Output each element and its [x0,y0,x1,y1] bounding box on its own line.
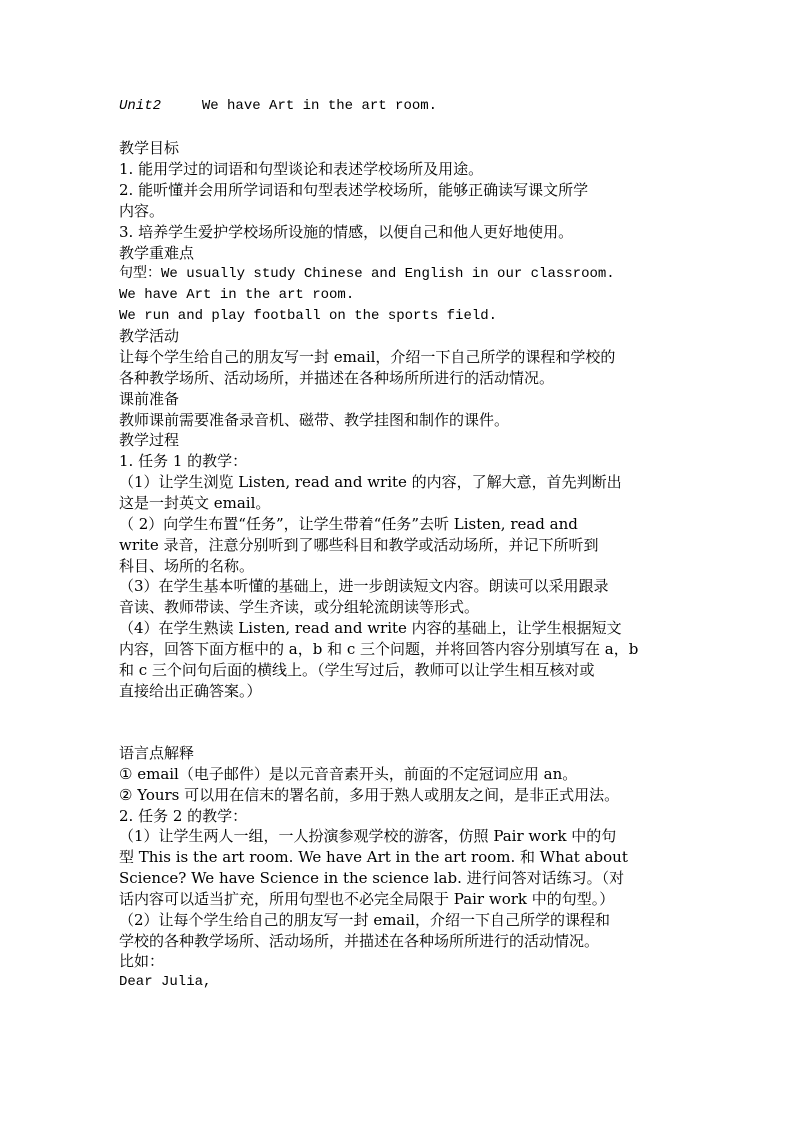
example-label: 比如： [119,952,165,970]
unit-title [119,96,437,116]
task-1-step-2-cont-2: 科目、场所的名称。 [119,557,255,575]
unit-title-text: We have Art in the art room. [201,98,438,114]
preparation-text: 教师课前需要准备录音机、磁带、教学挂图和制作的课件。 [119,411,510,429]
unit-label: Unit2 [119,98,162,114]
task-1-step-1: （1）让学生浏览 Listen, read and write 的内容，了解大意，首先判断出 [119,473,622,491]
task-2-step-2-cont: 学校的各种教学场所、活动场所，并描述在各种场所所进行的活动情况。 [119,932,600,950]
task-2-heading: 2. 任务 2 的教学： [119,807,248,825]
task-2-step-1-cont-3: 话内容可以适当扩充，所用句型也不必完全局限于 Pair work 中的句型。） [119,890,615,908]
language-point-1: ① email（电子邮件）是以元音音素开头，前面的不定冠词应用 an。 [119,765,578,783]
goal-2: 2. 能听懂并会用所学词语和句型表述学校场所，能够正确读写课文所学 [119,181,589,199]
sentence-pattern-3: We run and play football on the sports field. [119,308,498,324]
task-1-step-3: （3）在学生基本听懂的基础上，进一步朗读短文内容。朗读可以采用跟录 [119,577,609,595]
task-1-step-4-cont-3: 直接给出正确答案。） [119,682,262,700]
task-1-heading: 1. 任务 1 的教学： [119,452,248,470]
task-1-step-4-cont-1: 内容，回答下面方框中的 a，b 和 c 三个问题，并将回答内容分别填写在 a，b [119,640,639,658]
section-heading-process: 教学过程 [119,431,180,449]
task-1-step-1-cont: 这是一封英文 email。 [119,494,271,512]
task-1-step-4: （4）在学生熟读 Listen, read and write 内容的基础上，让学生根据短文 [119,619,622,637]
task-2-step-1-cont-1: 型 This is the art room. We have Art in the art room. 和 What about [119,848,628,866]
task-1-step-3-cont: 音读、教师带读、学生齐读，或分组轮流朗读等形式。 [119,598,480,616]
section-heading-activity: 教学活动 [119,327,180,345]
sentence-pattern-2: We have Art in the art room. [119,287,355,303]
task-1-step-2-cont-1: write 录音，注意分别听到了哪些科目和教学或活动场所，并记下所听到 [119,536,599,554]
task-2-step-1-cont-2: Science? We have Science in the science lab. 进行问答对话练习。（对 [119,869,625,887]
section-heading-keypoints: 教学重难点 [119,244,195,262]
task-1-step-2: （ 2）向学生布置“任务”，让学生带着“任务”去听 Listen, read and [119,515,578,533]
section-heading-language-points: 语言点解释 [119,744,195,762]
language-point-2: ② Yours 可以用在信末的署名前，多用于熟人或朋友之间，是非正式用法。 [119,786,620,804]
section-heading-preparation: 课前准备 [119,390,180,408]
sentence-pattern-1: 句型：We usually study Chinese and English in our classroom. [119,266,615,282]
activity-text-2: 各种教学场所、活动场所，并描述在各种场所所进行的活动情况。 [119,369,555,387]
task-1-step-4-cont-2: 和 c 三个问句后面的横线上。（学生写过后，教师可以让学生相互核对或 [119,661,595,679]
task-2-step-1: （1）让学生两人一组，一人扮演参观学校的游客，仿照 Pair work 中的句 [119,827,617,845]
activity-text-1: 让每个学生给自己的朋友写一封 email，介绍一下自己所学的课程和学校的 [119,348,616,366]
letter-greeting: Dear Julia, [119,974,212,990]
section-heading-goals: 教学目标 [119,139,180,157]
goal-1: 1. 能用学过的词语和句型谈论和表述学校场所及用途。 [119,160,484,178]
task-2-step-2: （2）让每个学生给自己的朋友写一封 email，介绍一下自己所学的课程和 [119,911,610,929]
goal-3: 3. 培养学生爱护学校场所设施的情感，以便自己和他人更好地使用。 [119,223,574,241]
goal-2-cont: 内容。 [119,202,165,220]
